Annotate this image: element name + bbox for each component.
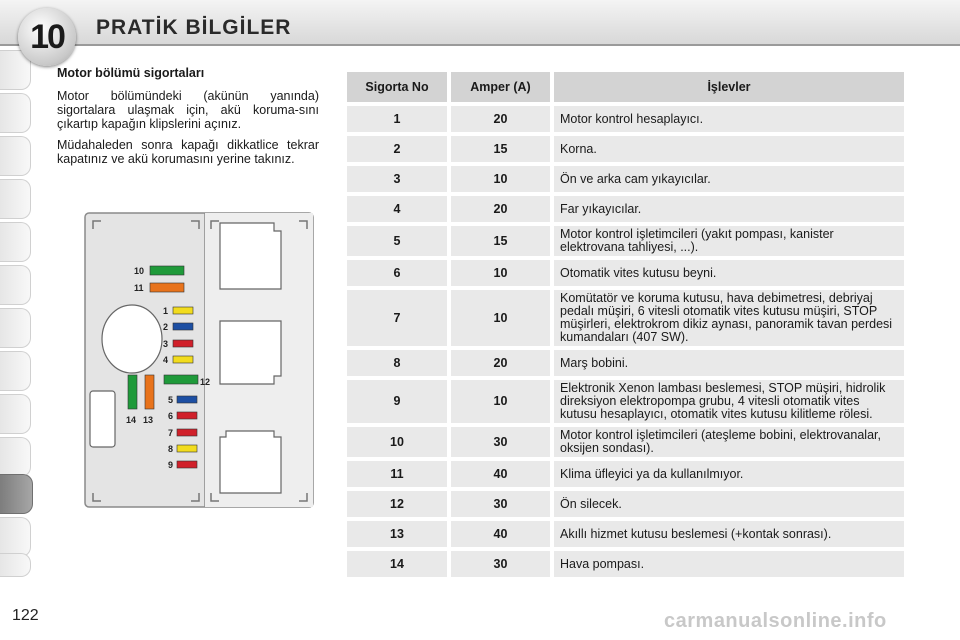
fuse-no-cell: 1: [347, 106, 451, 132]
table-row: [347, 106, 904, 132]
col-header-amper: Amper (A): [451, 72, 554, 102]
side-tab-active[interactable]: [0, 474, 33, 514]
amper-cell: 10: [451, 166, 554, 192]
fuse-12: [164, 375, 198, 384]
table-row: [347, 350, 904, 376]
table-row: [347, 260, 904, 286]
fuse-no-cell: 8: [347, 350, 451, 376]
amper-cell: 10: [451, 380, 554, 423]
side-tab[interactable]: [0, 517, 31, 557]
fuse-no-cell: 10: [347, 427, 451, 457]
fuse-label-9: 9: [168, 460, 174, 470]
side-tab[interactable]: [0, 222, 31, 262]
function-cell: Komütatör ve koruma kutusu, hava debimetresi, debriyaj pedalı müşiri, 6 vitesli otomatik vites kutusu müşiri, STOP müşirleri, elektrokrom dikiz aynası, panoramik tavan perdesi kumandaları (407 SW).: [554, 290, 904, 346]
fuse-2: [173, 323, 193, 330]
side-tab[interactable]: [0, 553, 31, 577]
amper-cell: 20: [451, 196, 554, 222]
table-row: [347, 290, 904, 346]
side-tab[interactable]: [0, 351, 31, 391]
fuse-label-1: 1: [163, 306, 169, 316]
fuse-label-6: 6: [168, 411, 174, 421]
fuse-11: [150, 283, 184, 292]
table-row: [347, 427, 904, 457]
fuse-label-2: 2: [163, 322, 169, 332]
function-cell: Korna.: [554, 136, 904, 162]
side-tab[interactable]: [0, 136, 31, 176]
fuse-label-5: 5: [168, 395, 174, 405]
section-heading: Motor bölümü sigortaları: [57, 66, 205, 80]
fuse-box-diagram: [83, 211, 315, 511]
intro-text: [57, 66, 319, 173]
round-socket: [102, 305, 162, 373]
fuse-label-13: 13: [143, 415, 154, 425]
fuse-5: [177, 396, 197, 403]
table-row: [347, 521, 904, 547]
fuse-no-cell: 4: [347, 196, 451, 222]
function-cell: Ön ve arka cam yıkayıcılar.: [554, 166, 904, 192]
function-cell: Motor kontrol işletimcileri (yakıt pompası, kanister elektrovana tahliyesi, ...).: [554, 226, 904, 256]
amper-cell: 10: [451, 290, 554, 346]
relay-housing: [220, 321, 281, 384]
fuse-no-cell: 14: [347, 551, 451, 577]
fuse-no-cell: 13: [347, 521, 451, 547]
function-cell: Otomatik vites kutusu beyni.: [554, 260, 904, 286]
fuse-6: [177, 412, 197, 419]
side-tab[interactable]: [0, 179, 31, 219]
amper-cell: 30: [451, 551, 554, 577]
amper-cell: 15: [451, 226, 554, 256]
fuse-1: [173, 307, 193, 314]
function-cell: Marş bobini.: [554, 350, 904, 376]
fuse-3: [173, 340, 193, 347]
side-tab[interactable]: [0, 265, 31, 305]
function-cell: Motor kontrol hesaplayıcı.: [554, 106, 904, 132]
relay-housing: [220, 223, 281, 289]
fuse-9: [177, 461, 197, 468]
fuse-no-cell: 9: [347, 380, 451, 423]
amper-cell: 30: [451, 491, 554, 517]
table-header-row: [347, 72, 904, 102]
fuse-no-cell: 11: [347, 461, 451, 487]
amper-cell: 10: [451, 260, 554, 286]
table-row: [347, 136, 904, 162]
function-cell: Far yıkayıcılar.: [554, 196, 904, 222]
col-header-fuse-no: Sigorta No: [347, 72, 451, 102]
fuse-4: [173, 356, 193, 363]
amper-cell: 30: [451, 427, 554, 457]
function-cell: Akıllı hizmet kutusu beslemesi (+kontak sonrası).: [554, 521, 904, 547]
table-row: [347, 196, 904, 222]
page-title: PRATİK BİLGİLER: [96, 16, 292, 39]
amper-cell: 40: [451, 461, 554, 487]
fuse-no-cell: 7: [347, 290, 451, 346]
function-cell: Klima üfleyici ya da kullanılmıyor.: [554, 461, 904, 487]
amper-cell: 15: [451, 136, 554, 162]
table-row: [347, 491, 904, 517]
maxi-fuse-slot: [90, 391, 115, 447]
table-row: [347, 380, 904, 423]
function-cell: Motor kontrol işletimcileri (ateşleme bobini, elektrovanalar, oksijen sondası).: [554, 427, 904, 457]
fuse-7: [177, 429, 197, 436]
fuse-label-7: 7: [168, 428, 174, 438]
paragraph: Motor bölümündeki (akünün yanında) sigortalara ulaşmak için, akü koruma-sını çıkartıp kapağın klipslerini açınız.: [57, 89, 319, 131]
fuse-8: [177, 445, 197, 452]
paragraph: Müdahaleden sonra kapağı dikkatlice tekrar kapatınız ve akü korumasını yerine takınız.: [57, 138, 319, 166]
table-row: [347, 461, 904, 487]
fuse-label-14: 14: [126, 415, 137, 425]
amper-cell: 20: [451, 106, 554, 132]
fuse-no-cell: 2: [347, 136, 451, 162]
chapter-badge: 10: [18, 8, 76, 66]
fuse-10: [150, 266, 184, 275]
function-cell: Ön silecek.: [554, 491, 904, 517]
fuse-no-cell: 5: [347, 226, 451, 256]
fuse-label-3: 3: [163, 339, 169, 349]
relay-housing: [220, 431, 281, 493]
function-cell: Elektronik Xenon lambası beslemesi, STOP müşiri, hidrolik direksiyon elektropompa grubu, 4 vitesli otomatik vites kutusu hesaplayıcı, otomatik vites kutusu kilitleme rölesi.: [554, 380, 904, 423]
table-row: [347, 226, 904, 256]
side-tab[interactable]: [0, 394, 31, 434]
table-row: [347, 166, 904, 192]
side-tab[interactable]: [0, 93, 31, 133]
function-cell: Hava pompası.: [554, 551, 904, 577]
fuse-label-10: 10: [134, 266, 145, 276]
fuse-14: [128, 375, 137, 409]
fuse-label-12: 12: [200, 377, 211, 387]
watermark: carmanualsonline.info: [664, 610, 887, 632]
fuse-label-11: 11: [134, 283, 144, 293]
fuse-table: [347, 68, 904, 581]
table-row: [347, 551, 904, 577]
fuse-no-cell: 3: [347, 166, 451, 192]
fuse-13: [145, 375, 154, 409]
fuse-no-cell: 12: [347, 491, 451, 517]
fuse-no-cell: 6: [347, 260, 451, 286]
fuse-label-4: 4: [163, 355, 169, 365]
col-header-functions: İşlevler: [554, 72, 904, 102]
page-number: 122: [12, 607, 39, 624]
side-tab[interactable]: [0, 308, 31, 348]
fuse-label-8: 8: [168, 444, 174, 454]
amper-cell: 40: [451, 521, 554, 547]
side-tab[interactable]: [0, 437, 31, 477]
amper-cell: 20: [451, 350, 554, 376]
